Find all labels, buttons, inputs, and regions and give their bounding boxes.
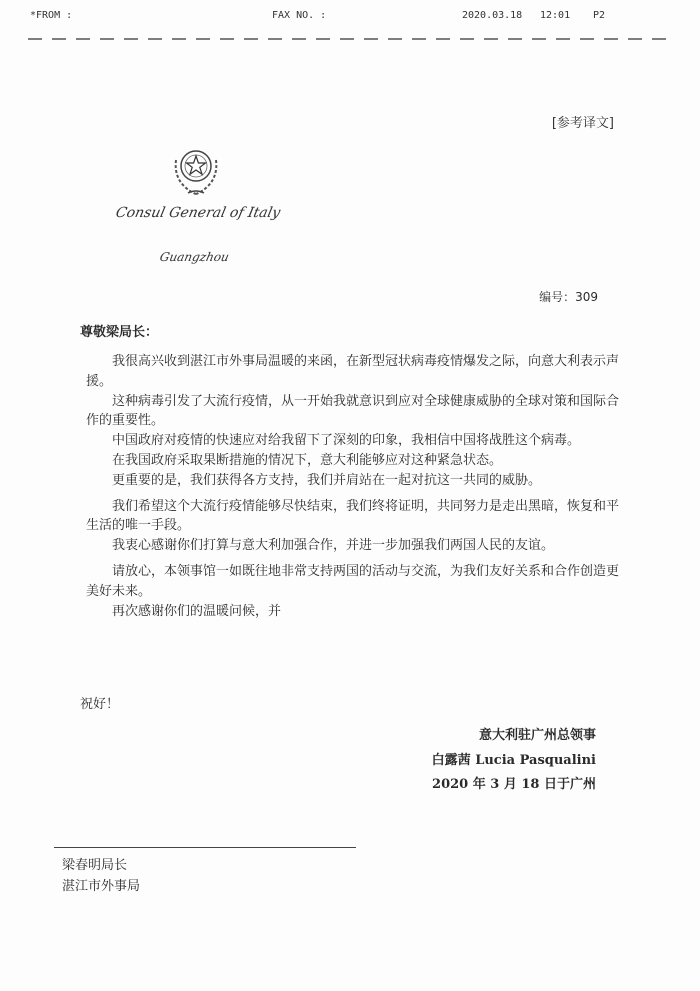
recipient-block bbox=[62, 855, 140, 897]
salutation: 尊敬梁局长： bbox=[80, 325, 159, 340]
reference-number: 编号：309 bbox=[539, 290, 598, 304]
recipient-name: 梁春明局长 bbox=[62, 858, 128, 873]
closing: 祝好！ bbox=[80, 697, 120, 712]
italian-emblem-icon bbox=[168, 140, 224, 198]
paragraph: 我们希望这个大流行疫情能够尽快结束，我们终将证明，共同努力是走出黑暗，恢复和平生活的唯一手段。 bbox=[86, 498, 620, 534]
paragraph: 这种病毒引发了大流行疫情，从一开始我就意识到应对全球健康威胁的全球对策和国际合作的重要性。 bbox=[86, 393, 620, 429]
signature-date: 2020 年 3 月 18 日于广州 bbox=[432, 777, 596, 792]
signature-block bbox=[432, 724, 596, 798]
fax-from: *FROM : bbox=[30, 10, 73, 21]
paragraph: 我衷心感谢你们打算与意大利加强合作，并进一步加强我们两国人民的友谊。 bbox=[112, 538, 555, 554]
fax-dashed-line bbox=[28, 38, 668, 40]
recipient-org: 湛江市外事局 bbox=[62, 879, 141, 894]
letter-body bbox=[86, 352, 626, 621]
fax-header bbox=[0, 10, 700, 26]
fax-number-label: FAX NO. : bbox=[272, 10, 327, 21]
paragraph: 在我国政府采取果断措施的情况下，意大利能够应对这种紧急状态。 bbox=[112, 452, 503, 468]
paragraph: 更重要的是，我们获得各方支持，我们并肩站在一起对抗这一共同的威胁。 bbox=[112, 472, 542, 488]
signature-name: 白露茜 Lucia Pasqualini bbox=[431, 752, 596, 768]
reference-translation-label: [参考译文] bbox=[551, 116, 614, 131]
signature-title: 意大利驻广州总领事 bbox=[478, 728, 596, 743]
letterhead-title: Consul General of Italy bbox=[114, 205, 282, 221]
fax-page: P2 bbox=[593, 10, 606, 21]
paragraph: 中国政府对疫情的快速应对给我留下了深刻的印象，我相信中国将战胜这个病毒。 bbox=[112, 433, 581, 449]
paragraph: 我很高兴收到湛江市外事局温暖的来函，在新型冠状病毒疫情爆发之际，向意大利表示声援。 bbox=[86, 354, 620, 389]
letterhead-city: Guangzhou bbox=[158, 250, 231, 264]
paragraph: 请放心，本领事馆一如既往地非常支持两国的活动与交流，为我们友好关系和合作创造更美好未来。 bbox=[86, 563, 620, 599]
paragraph: 再次感谢你们的温暖问候，并 bbox=[112, 603, 282, 619]
fax-date: 2020.03.18 bbox=[462, 10, 523, 21]
fax-time: 12:01 bbox=[540, 10, 571, 21]
divider bbox=[54, 847, 356, 848]
